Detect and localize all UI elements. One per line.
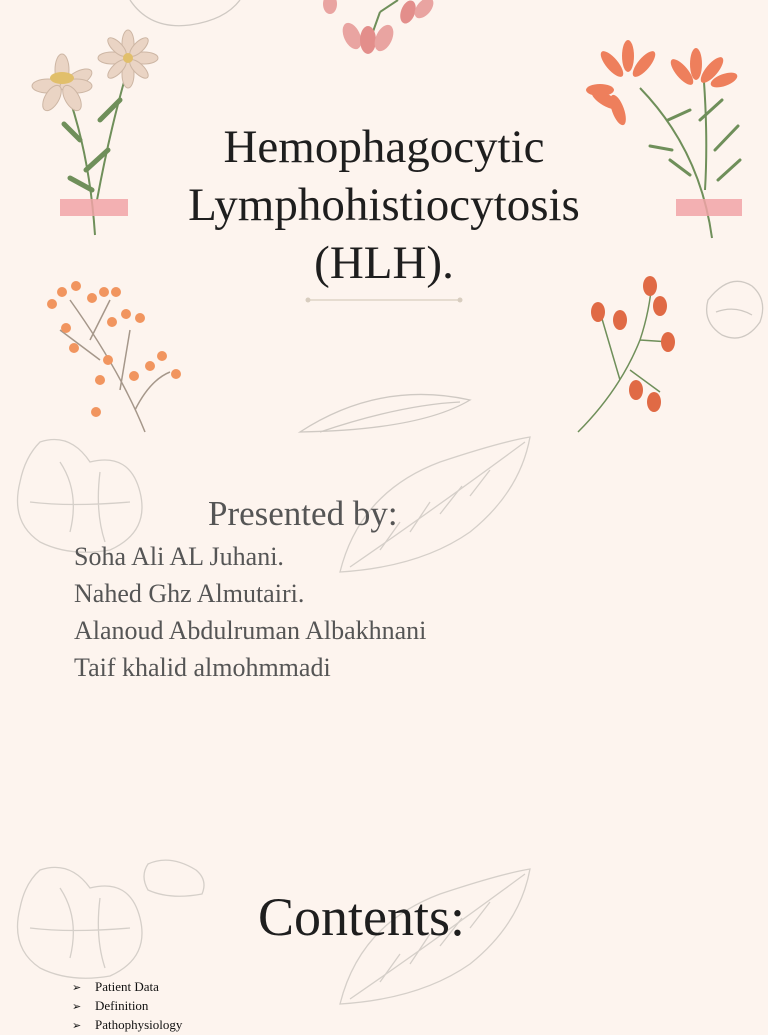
- flower-sprig-icon: [578, 276, 675, 432]
- presenter-name: Alanoud Abdulruman Albakhnani: [74, 616, 427, 645]
- flower-sketch-icon: [18, 440, 143, 553]
- leaf-sketch-icon: [300, 394, 470, 432]
- title-slide: [0, 0, 768, 432]
- presenter-name: Soha Ali AL Juhani.: [74, 542, 284, 571]
- title-line: (HLH).: [314, 237, 454, 289]
- presenter-list: [74, 538, 426, 686]
- contents-item-label: Pathophysiology: [95, 1017, 183, 1032]
- arrow-bullet-icon: ➢: [72, 1001, 82, 1013]
- presenter-name: Nahed Ghz Almutairi.: [74, 579, 305, 608]
- contents-item: [72, 1016, 182, 1035]
- contents-item: [72, 978, 182, 997]
- title-line: Hemophagocytic: [223, 121, 545, 173]
- slide-title: [84, 118, 684, 292]
- contents-heading: Contents:: [258, 887, 466, 947]
- flower-sketch-icon: [18, 860, 205, 978]
- title-divider: [306, 298, 463, 303]
- contents-item-label: Definition: [95, 998, 149, 1013]
- contents-item: [72, 997, 182, 1016]
- tape-decoration: [676, 199, 742, 216]
- flower-sprig-icon: [47, 281, 181, 432]
- arrow-bullet-icon: ➢: [72, 982, 82, 994]
- presenters-slide: [0, 432, 768, 864]
- contents-list: [72, 978, 182, 1035]
- flower-sprig-icon: [323, 0, 437, 54]
- arrow-bullet-icon: ➢: [72, 1020, 82, 1032]
- contents-slide: [0, 864, 768, 1032]
- presented-by-heading: Presented by:: [208, 494, 398, 533]
- presenter-name: Taif khalid almohmmadi: [74, 653, 331, 682]
- title-line: Lymphohistiocytosis: [188, 179, 580, 231]
- contents-item-label: Patient Data: [95, 979, 159, 994]
